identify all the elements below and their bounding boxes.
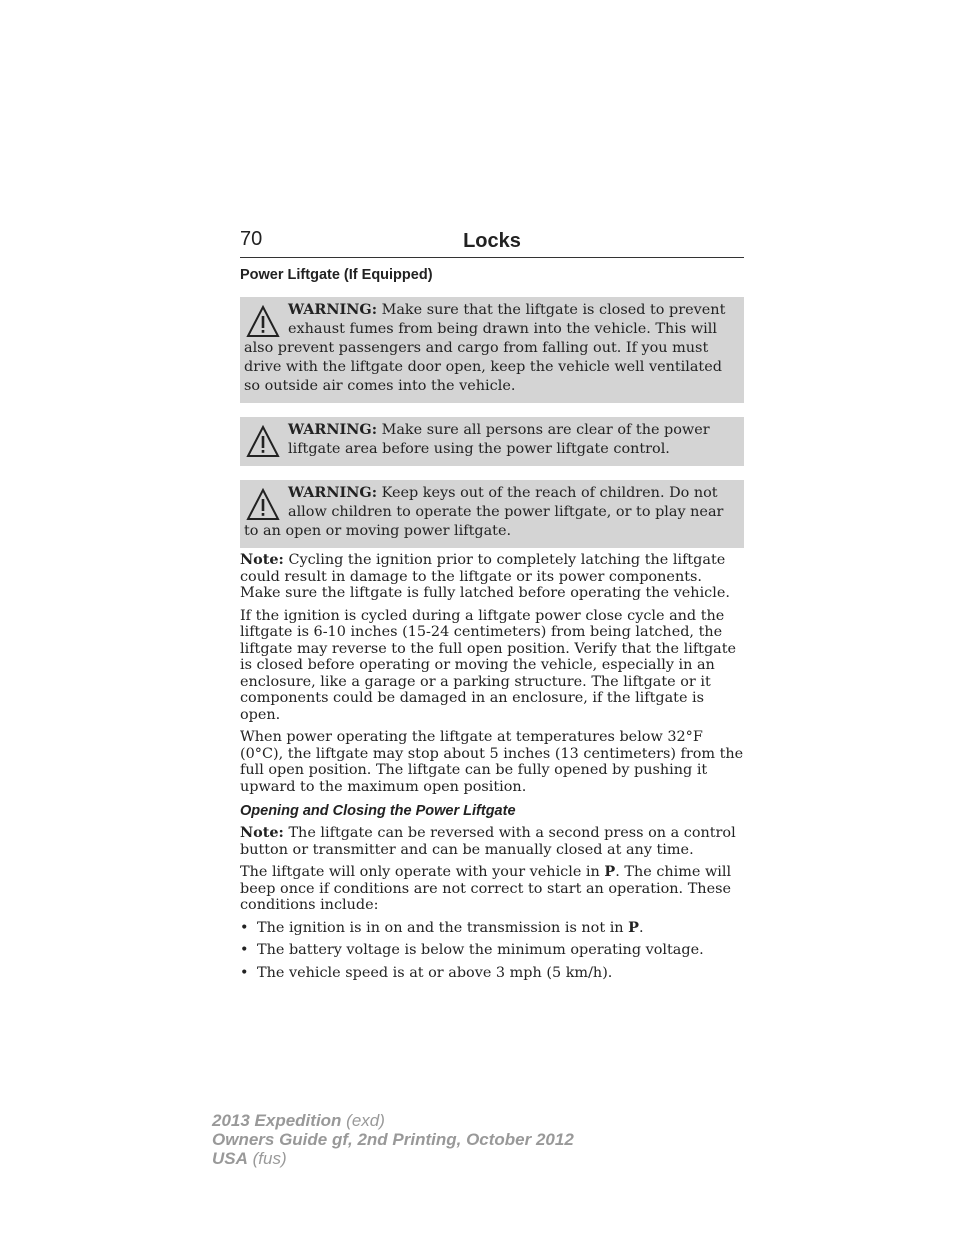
warning-box-2 (240, 417, 744, 466)
bullet-icon: • (240, 919, 249, 936)
warning-box-1 (240, 297, 744, 403)
page-number: 70 (240, 228, 263, 250)
section-title: Power Liftgate (If Equipped) (240, 267, 433, 283)
warning-triangle-icon (246, 488, 280, 522)
note-label: Note: (240, 824, 284, 841)
warning-text: Keep keys out of the reach of children. Do not allow children to operate the power liftgate, or to play near to an open or moving power liftgate. (244, 485, 724, 539)
warning-triangle-icon (246, 425, 280, 459)
footer-line-1: 2013 Expedition (exd) (212, 1111, 385, 1130)
footer-line-2: Owners Guide gf, 2nd Printing, October 2012 (212, 1130, 574, 1149)
list-item (240, 920, 744, 937)
gear-letter: P (604, 863, 616, 880)
body-paragraph: When power operating the liftgate at temperatures below 32°F (0°C), the liftgate may stop about 5 inches (13 centimeters) from the full open position. The liftgate can be fully opened by pushing it upward to the maximum open position. (240, 729, 744, 795)
footer-line-3: USA (fus) (212, 1149, 287, 1168)
chapter-title: Locks (463, 230, 521, 252)
bullet-icon: • (240, 942, 249, 958)
text-run: The vehicle speed is at or above 3 mph (5 km/h). (257, 964, 613, 981)
note-paragraph (240, 825, 744, 858)
text-run: . The chime will beep once if conditions are not correct to start an operation. These conditions include: (240, 864, 732, 913)
subsection-title: Opening and Closing the Power Liftgate (240, 803, 516, 819)
list-item (240, 965, 744, 982)
list-item (240, 942, 744, 959)
note-text: The liftgate can be reversed with a second press on a control button or transmitter and can be manually closed at any time. (240, 825, 736, 858)
warning-label: WARNING: (288, 421, 378, 438)
gear-letter: P (628, 918, 639, 936)
warning-label: WARNING: (288, 484, 378, 501)
note-label: Note: (240, 551, 284, 568)
warning-box-3 (240, 480, 744, 548)
text-run: The liftgate will only operate with your vehicle in (240, 864, 605, 880)
warning-text: Make sure all persons are clear of the power liftgate area before using the power liftgate control. (288, 422, 710, 457)
conditions-list (240, 920, 744, 982)
note-text: Cycling the ignition prior to completely latching the liftgate could result in damage to the liftgate or its power components. Make sure the liftgate is fully latched before operating the vehicle. (240, 552, 730, 601)
text-run: The battery voltage is below the minimum operating voltage. (257, 942, 704, 958)
note-paragraph (240, 552, 744, 602)
body-paragraph (240, 864, 744, 914)
body-paragraph: If the ignition is cycled during a liftgate power close cycle and the liftgate is 6-10 inches (15-24 centimeters) from being latched, the liftgate may reverse to the full open position. Verify that the liftgate is closed before operating or moving the vehicle, especially in an enclosure, like a garage or a parking structure. The liftgate or it components could be damaged in an enclosure, if the liftgate is open. (240, 607, 737, 723)
bullet-icon: • (240, 964, 249, 981)
warning-text: Make sure that the liftgate is closed to prevent exhaust fumes from being drawn into the vehicle. This will also prevent passengers and cargo from falling out. If you must drive with the liftgate door open, keep the vehicle well ventilated so outside air comes into the vehicle. (244, 302, 726, 394)
warning-label: WARNING: (288, 301, 378, 318)
document-footer (212, 1111, 574, 1168)
text-run: The ignition is in on and the transmission is not in (257, 919, 629, 936)
warning-triangle-icon (246, 305, 280, 339)
text-run: . (638, 919, 644, 936)
page-header (240, 228, 744, 258)
manual-page (240, 228, 744, 987)
